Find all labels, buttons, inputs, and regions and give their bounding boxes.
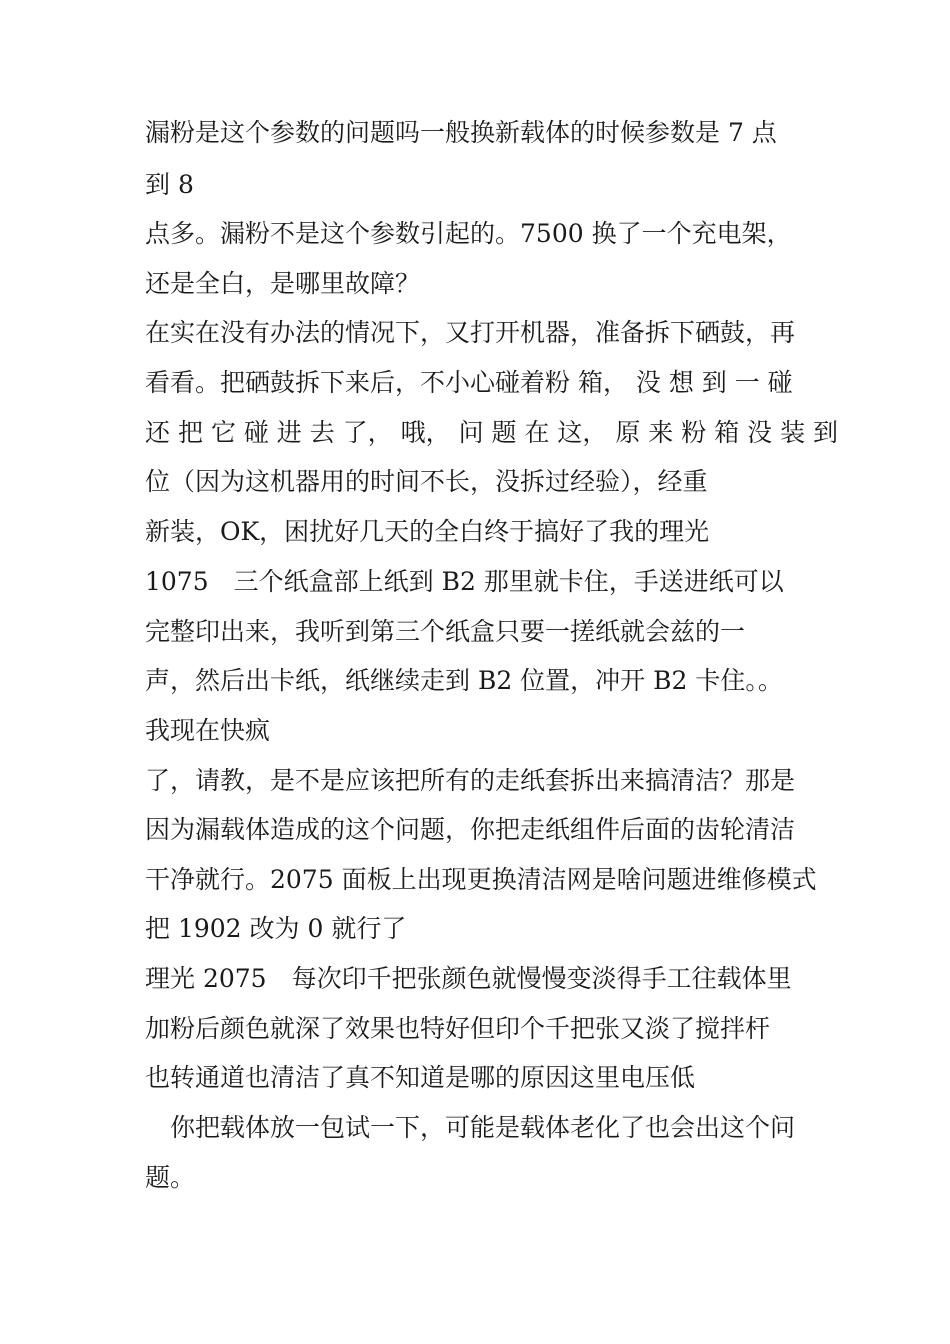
text-line-9: 新装，OK，困扰好几天的全白终于搞好了我的理光 xyxy=(145,517,710,546)
text-line-6: 看看。把硒鼓拆下来后，不小心碰着粉 箱， 没 想 到 一 碰 xyxy=(145,368,793,397)
text-line-5: 在实在没有办法的情况下，又打开机器，准备拆下硒鼓，再 xyxy=(145,318,796,347)
text-line-4: 还是全白，是哪里故障？ xyxy=(145,269,421,298)
text-line-13: 我现在快疯 xyxy=(145,716,271,745)
text-line-15: 因为漏载体造成的这个问题，你把走纸组件后面的齿轮清洁 xyxy=(145,815,796,844)
text-line-21: 你把载体放一包试一下，可能是载体老化了也会出这个问 xyxy=(170,1113,796,1142)
text-line-12: 声，然后出卡纸，纸继续走到 B2 位置，冲开 B2 卡住。。 xyxy=(145,666,783,695)
text-line-22: 题。 xyxy=(145,1163,196,1192)
text-line-11: 完整印出来，我听到第三个纸盒只要一搓纸就会兹的一 xyxy=(145,617,746,646)
text-line-7: 还 把 它 碰 进 去 了， 哦， 问 题 在 这， 原 来 粉 箱 没 装 到 xyxy=(145,418,839,447)
text-line-19: 加粉后颜色就深了效果也特好但印个千把张又淡了搅拌杆 xyxy=(145,1014,771,1043)
text-line-10: 1075 三个纸盒部上纸到 B2 那里就卡住，手送进纸可以 xyxy=(145,567,784,596)
text-line-1: 漏粉是这个参数的问题吗一般换新载体的时候参数是 7 点 xyxy=(145,118,777,147)
text-line-3: 点多。漏粉不是这个参数引起的。7500 换了一个充电架， xyxy=(145,219,792,248)
text-line-16: 干净就行。2075 面板上出现更换清洁网是啥问题进维修模式 xyxy=(145,865,817,894)
text-line-17: 把 1902 改为 0 就行了 xyxy=(145,914,407,943)
text-line-8: 位（因为这机器用的时间不长，没拆过经验），经重 xyxy=(145,467,708,496)
text-line-20: 也转通道也清洁了真不知道是哪的原因这里电压低 xyxy=(145,1063,696,1092)
text-line-2: 到 8 xyxy=(145,170,194,199)
text-line-14: 了，请教，是不是应该把所有的走纸套拆出来搞清洁？那是 xyxy=(145,766,796,795)
text-line-18: 理光 2075 每次印千把张颜色就慢慢变淡得手工往载体里 xyxy=(145,964,792,993)
